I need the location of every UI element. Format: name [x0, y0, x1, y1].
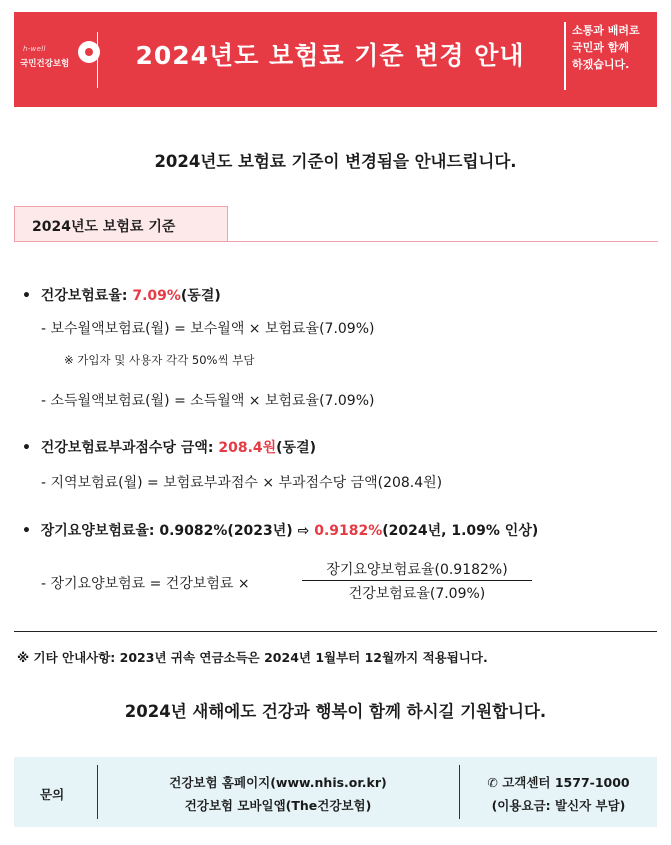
- divider: [14, 631, 657, 632]
- slogan-line: 국민과 함께: [572, 41, 629, 54]
- item-longterm-rate: [22, 520, 538, 540]
- formula-wage: - 보수월액보험료(월) = 보수월액 × 보험료율(7.09%): [41, 321, 375, 337]
- item-suffix: (동결): [180, 288, 221, 304]
- slogan-line: 소통과 배려로: [572, 24, 640, 37]
- bullet-icon: •: [22, 288, 41, 304]
- item-prefix: 건강보험료부과점수당 금액:: [40, 440, 219, 456]
- closing-message: 2024년 새해에도 건강과 행복이 함께 하시길 기원합니다.: [124, 702, 547, 721]
- slogan-line: 하겠습니다.: [572, 58, 630, 71]
- logo-tagline: h-well: [23, 45, 46, 53]
- call-fee-note: (이용요금: 발신자 부담): [491, 798, 626, 813]
- intro-text: 2024년도 보험료 기준이 변경됨을 안내드립니다.: [154, 152, 517, 171]
- phone-number: 고객센터 1577-1000: [502, 775, 630, 790]
- item-value: 7.09%: [132, 288, 181, 304]
- other-notice: ※ 기타 안내사항: 2023년 귀속 연금소득은 2024년 1월부터 12월까지 적용됩니다.: [17, 650, 488, 665]
- homepage-link[interactable]: 건강보험 홈페이지(www.nhis.or.kr): [169, 775, 387, 790]
- page-title: 2024년도 보험료 기준 변경 안내: [135, 41, 525, 70]
- contact-label: 문의: [40, 787, 65, 802]
- item-health-rate: [22, 285, 221, 305]
- formula-income: - 소득월액보험료(월) = 소득월액 × 보험료율(7.09%): [41, 393, 375, 409]
- header-slogan: [564, 22, 654, 90]
- item-suffix: (동결): [276, 440, 317, 456]
- fraction-denominator: 건강보험료율(7.09%): [348, 586, 486, 602]
- header-divider: [97, 32, 98, 88]
- bullet-icon: •: [22, 440, 41, 456]
- item-suffix: (2024년, 1.09% 인상): [382, 523, 539, 539]
- logo-name: 국민건강보험: [20, 59, 70, 69]
- formula-longterm: - 장기요양보험료 = 건강보험료 ×: [41, 576, 250, 592]
- phone-icon: ✆: [487, 775, 498, 790]
- formula-regional: - 지역보험료(월) = 보험료부과점수 × 부과점수당 금액(208.4원): [41, 475, 443, 491]
- formula-note: ※ 가입자 및 사용자 각각 50%씩 부담: [64, 353, 255, 367]
- item-prefix: 건강보험료율:: [40, 288, 133, 304]
- item-prefix: 장기요양보험료율: 0.9082%(2023년): [40, 523, 298, 539]
- item-value: 208.4원: [218, 440, 277, 456]
- call-center: [460, 773, 657, 791]
- section-label: 2024년도 보험료 기준: [32, 219, 176, 235]
- item-point-amount: [22, 437, 316, 457]
- fraction-numerator: 장기요양보험료율(0.9182%): [326, 562, 508, 578]
- mobile-app-text: 건강보험 모바일앱(The건강보험): [184, 798, 372, 813]
- bullet-icon: •: [22, 523, 41, 539]
- section-underline: [228, 241, 658, 242]
- contact-footer: [14, 757, 657, 827]
- arrow-icon: ⇨: [297, 523, 310, 539]
- item-value: 0.9182%: [314, 523, 383, 539]
- fraction-bar: [302, 580, 532, 581]
